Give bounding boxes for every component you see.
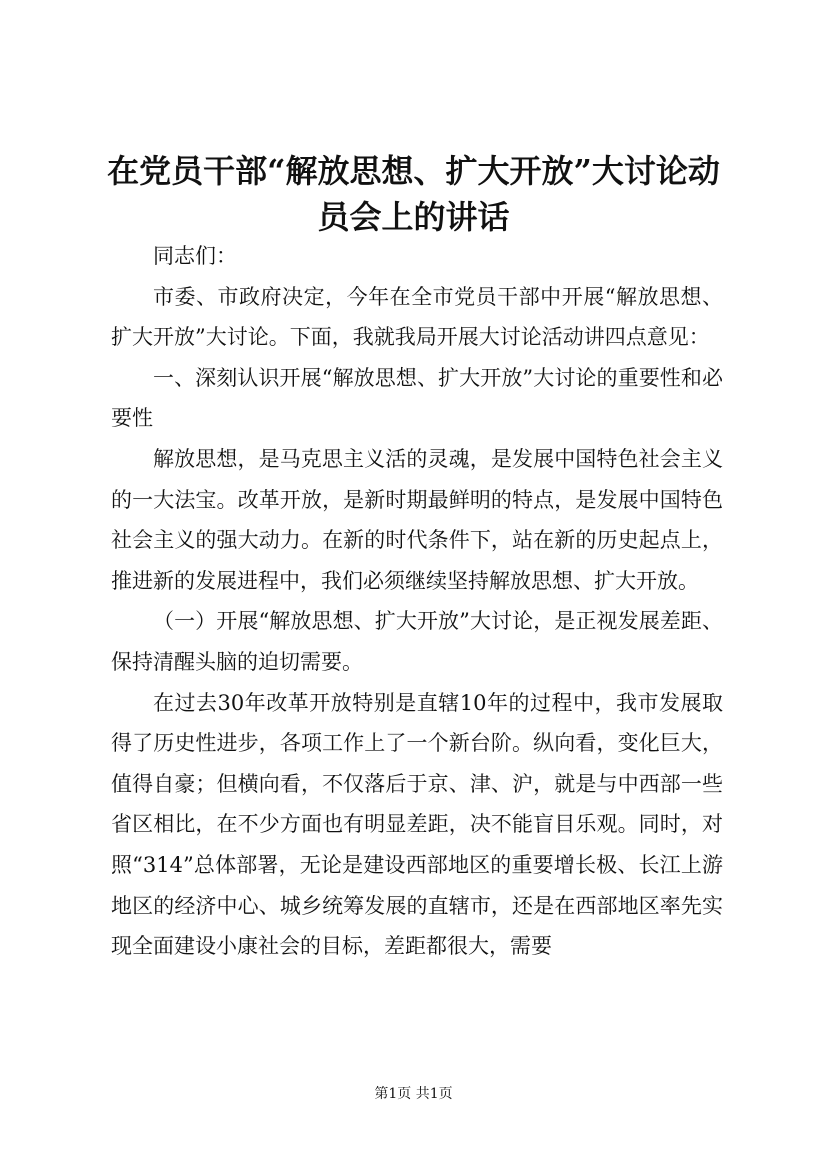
body-paragraph: 解放思想，是马克思主义活的灵魂，是发展中国特色社会主义的一大法宝。改革开放，是新时期最鲜明的特点，是发展中国特色社会主义的强大动力。在新的时代条件下，站在新的历史起点上，推进新的发展进程中，我们必须继续坚持解放思想、扩大开放。 — [111, 446, 723, 593]
section-heading-1: 一、深刻认识开展“解放思想、扩大开放”大讨论的重要性和必要性 — [111, 365, 723, 431]
page-footer: 第1页 共1页 — [374, 1086, 453, 1102]
document-title: 在党员干部“解放思想、扩大开放”大讨论动员会上的讲话 — [107, 152, 720, 236]
subsection-heading-1: （一）开展“解放思想、扩大开放”大讨论，是正视发展差距、保持清醒头脑的迫切需要。 — [111, 609, 723, 674]
salutation-paragraph: 同志们： — [153, 244, 237, 268]
document-body — [111, 236, 723, 967]
body-paragraph: 在过去30年改革开放特别是直辖10年的过程中，我市发展取得了历史性进步，各项工作上了一个新台阶。纵向看，变化巨大，值得自豪；但横向看，不仅落后于京、津、沪，就是与中西部一些省区相比，在不少方面也有明显差距，决不能盲目乐观。同时，对照“314”总体部署，无论是建设西部地区的重要增长极、长江上游地区的经济中心、城乡统筹发展的直辖市，还是在西部地区率先实现全面建设小康社会的目标，差距都很大，需要 — [111, 690, 723, 959]
intro-paragraph: 市委、市政府决定，今年在全市党员干部中开展“解放思想、扩大开放”大讨论。下面，我就我局开展大讨论活动讲四点意见： — [111, 284, 723, 350]
